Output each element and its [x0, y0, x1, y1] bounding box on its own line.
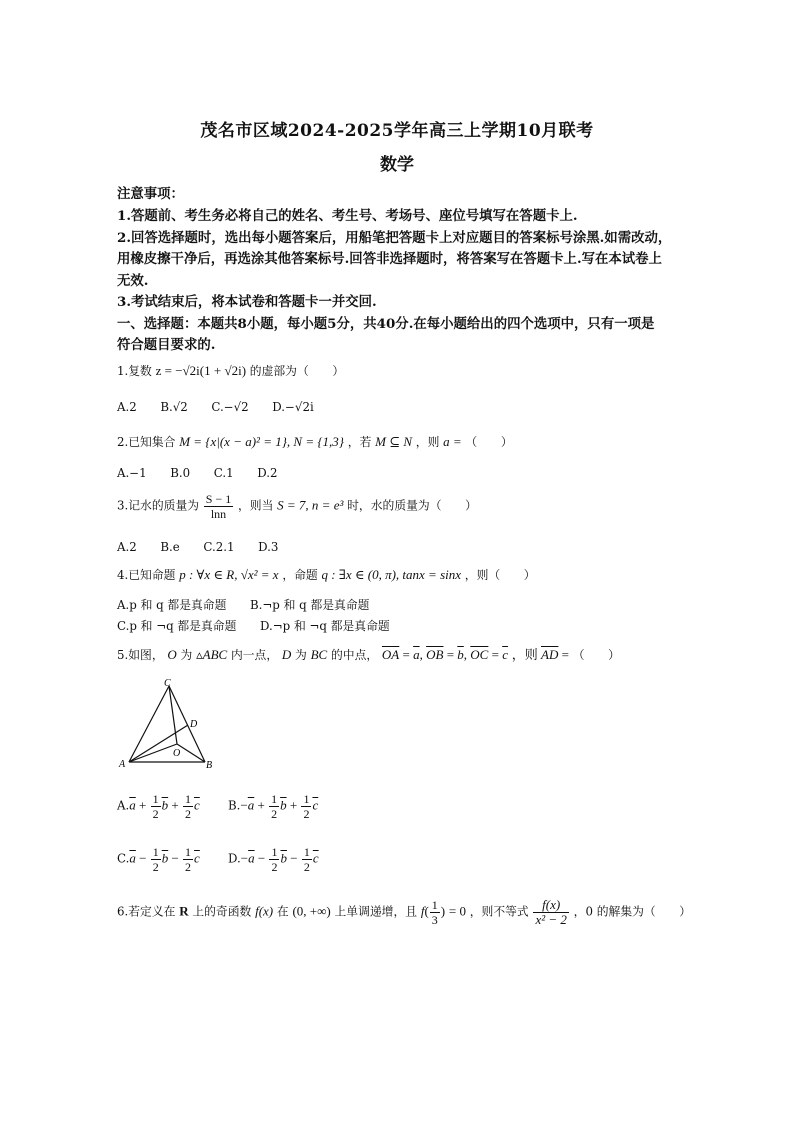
label-a: A [119, 759, 126, 770]
q6-suffix: ，0 的解集为（ ） [573, 904, 692, 919]
q5-vec-ob: $\overline{OB}$ [426, 647, 444, 662]
q4-prefix: 4.已知命题 [117, 568, 176, 582]
q2-formula-2: M ⊆ N [375, 434, 413, 449]
notes-item-2-line-1: 2.回答选择题时，选出每小题答案后，用船笔把答题卡上对应题目的答案标号涂黑.如需改动， [117, 230, 672, 246]
q2-mid-2: ，则 [415, 435, 440, 449]
q5-opt-c-frac-1 [151, 845, 161, 874]
num: 1 [303, 845, 310, 859]
q3-fraction-denominator: lnn [210, 507, 227, 521]
num: f(x) [533, 898, 568, 913]
q5-opt-c-vec-c: $\overline{c}$ [194, 850, 200, 866]
num: 1 [431, 898, 438, 912]
den: 2 [271, 860, 278, 874]
question-2-options: A.−1 B.0 C.1 D.2 [117, 466, 278, 480]
q6-equals-zero: = 0 [448, 903, 466, 919]
q5-opt-c-vec-b: $\overline{b}$ [161, 850, 169, 866]
q5-point-o: O [167, 647, 177, 662]
q5-opt-d-vec-c: $\overline{c}$ [312, 850, 319, 866]
question-3-stem [117, 492, 477, 521]
q6-inequality-fraction [533, 898, 568, 927]
den: 2 [152, 860, 159, 874]
q5-opt-b-label: B. [228, 798, 241, 813]
den: x² − 2 [535, 912, 567, 927]
q3-mid: ，则当 [238, 498, 274, 513]
q5-point-d: D [281, 647, 292, 662]
q5-prefix: 5.如图， [117, 648, 164, 662]
question-2-stem [117, 433, 513, 450]
q5-opt-b-vec-c: $\overline{c}$ [312, 797, 319, 813]
q3-suffix: 时，水的质量为（ ） [347, 498, 477, 513]
question-5-option-b: $B.-\overline{a}$ + $\frac{1}{2}$ $\overline{b}$ + $\frac{1}{2}$ $\overline{c}$ [228, 792, 319, 821]
q5-triangle: ▵ABC [196, 647, 228, 662]
q5-opt-d-vec-a: $\overline{a}$ [248, 850, 255, 866]
question-4-option-a: A.p 和 q 都是真命题 [117, 598, 227, 612]
q6-function: f(x) [255, 903, 274, 919]
q5-opt-a-vec-b: $\overline{b}$ [161, 797, 169, 813]
q5-opt-a-label: A. [117, 798, 130, 813]
q2-mid: ，若 [347, 435, 372, 449]
notes-item-2-line-3: 无效. [117, 273, 149, 289]
q6-mid-4: ，则不等式 [469, 904, 529, 919]
q4-mid: ，命题 [282, 568, 318, 582]
q5-vec-c: $\overline{c}$ [502, 647, 508, 662]
den: 2 [303, 860, 310, 874]
notes-item-3: 3.考试结束后，将本试卷和答题卡一并交回. [117, 294, 377, 310]
q5-opt-a-vec-c: $\overline{c}$ [193, 797, 200, 813]
q5-vec-oa: $\overline{OA}$ [381, 647, 400, 662]
q2-prefix: 2.已知集合 [117, 435, 176, 449]
q6-interval: (0, +∞) [292, 903, 331, 919]
notes-item-2-line-2: 用橡皮擦干净后，再选涂其他答案标号.回答非选择题时，将答案写在答题卡上.写在本试卷上 [117, 251, 662, 267]
q5-mid-4: 的中点， [330, 648, 379, 662]
label-d: D [190, 719, 198, 730]
q6-mid-3: 上单调递增，且 [334, 904, 418, 919]
q5-mid-1: 为 [180, 648, 193, 662]
q5-opt-c-label: C. [117, 851, 130, 866]
question-5-option-c: $C.\overline{a}$ − $\frac{1}{2}$ $\overline{b}$ − $\frac{1}{2}$ $\overline{c}$ [117, 845, 200, 874]
q5-opt-b-vec-b: $\overline{b}$ [280, 797, 287, 813]
q5-vec-oc: $\overline{OC}$ [470, 647, 489, 662]
q5-opt-c-frac-2 [183, 845, 193, 874]
question-1-stem [117, 362, 344, 379]
label-o: O [173, 748, 181, 759]
question-5-option-d: $D.-\overline{a}$ − $\frac{1}{2}$ $\overline{b}$ − $\frac{1}{2}$ $\overline{c}$ [228, 845, 319, 874]
question-5-option-a: $A.\overline{a}$ + $\frac{1}{2}$ $\overline{b}$ + $\frac{1}{2}$ $\overline{c}$ [117, 792, 200, 821]
q5-vec-ad: $\overline{AD}$ [541, 647, 559, 662]
q6-mid-1: 上的奇函数 [192, 904, 252, 919]
q1-formula: z = −√2i(1 + √2i) [155, 363, 247, 378]
den: 2 [271, 807, 278, 821]
q5-triangle-figure [115, 676, 225, 772]
q6-fraction-one-third [430, 898, 440, 927]
exam-subject: 数学 [380, 155, 414, 175]
q5-mid-2: 内一点， [230, 648, 279, 662]
question-3-options: A.2 B.e C.2.1 D.3 [117, 540, 279, 554]
q4-suffix: ，则（ ） [464, 568, 536, 582]
exam-title: 茂名市区域2024-2025学年高三上学期10月联考 [200, 121, 594, 141]
label-c: C [164, 678, 171, 689]
q2-formula-3: a = [443, 434, 462, 449]
q3-fraction-numerator: S − 1 [205, 492, 232, 506]
question-4-stem [117, 566, 536, 583]
den: 2 [184, 807, 191, 821]
q5-opt-a-vec-a: $\overline{a}$ [129, 797, 136, 813]
num: 1 [303, 792, 310, 806]
q5-opt-a-frac-1 [151, 792, 161, 821]
q5-segment-bc: BC [310, 647, 328, 662]
label-b: B [206, 760, 213, 771]
q1-prefix: 1.复数 [117, 364, 152, 378]
q5-opt-b-vec-a: $\overline{a}$ [247, 797, 255, 813]
q5-opt-c-vec-a: $\overline{a}$ [129, 850, 136, 866]
edge-ac [129, 686, 169, 762]
q3-formula: S = 7, n = e³ [277, 497, 344, 513]
section1-line-2: 符合题目要求的. [117, 337, 216, 353]
q5-vec-b: $\overline{b}$ [457, 647, 464, 662]
q5-opt-b-frac-1 [269, 792, 279, 821]
question-4-option-c: C.p 和 ¬q 都是真命题 [117, 619, 237, 633]
q5-opt-d-label: D. [228, 851, 241, 866]
num: 1 [185, 845, 192, 859]
question-4-option-b: B.¬p 和 q 都是真命题 [250, 598, 370, 612]
den: 2 [185, 860, 192, 874]
den: 3 [431, 913, 438, 927]
q3-fraction [204, 492, 233, 521]
num: 1 [152, 845, 159, 859]
q5-opt-d-vec-b: $\overline{b}$ [280, 850, 287, 866]
den: 2 [303, 807, 310, 821]
num: 1 [271, 845, 278, 859]
den: 2 [152, 807, 159, 821]
q2-suffix: （ ） [465, 435, 513, 449]
q4-formula-p: p : ∀x ∈ R, √x² = x [179, 567, 279, 582]
q6-prefix: 6.若定义在 [117, 904, 176, 919]
q6-mid-2: 在 [276, 904, 289, 919]
question-6-stem: 6.若定义在 R 上的奇函数 f(x) 在 (0, +∞) 上单调递增，且 f( $\frac{1}{3}$ ) = 0 ，则不等式 $\frac{f(x)}{\text{x² − 2}}$ ，0 的解集为（ ） [117, 897, 692, 927]
q5-suffix: （ ） [572, 648, 620, 662]
num: 1 [184, 792, 191, 806]
question-1-options: A.2 B.√2 C.−√2 D.−√2i [117, 400, 314, 414]
q4-formula-q: q : ∃x ∈ (0, π), tanx = sinx [321, 567, 462, 582]
notes-heading: 注意事项： [117, 186, 184, 202]
q5-opt-d-frac-1 [269, 845, 279, 874]
q5-opt-b-frac-2 [301, 792, 311, 821]
question-4-option-d: D.¬p 和 ¬q 都是真命题 [260, 619, 390, 633]
q3-prefix: 3.记水的质量为 [117, 498, 200, 513]
q5-opt-a-frac-2 [183, 792, 193, 821]
q5-mid-3: 为 [295, 648, 307, 662]
q1-suffix: 的虚部为（ ） [249, 364, 345, 378]
section1-line-1: 一、选择题：本题共8小题，每小题5分，共40分.在每小题给出的四个选项中，只有一项是 [117, 316, 655, 332]
q6-real-set: R [179, 903, 189, 919]
q6-f: f [420, 903, 425, 919]
q2-formula: M = {x|(x − a)² = 1}, N = {1,3} [179, 434, 345, 449]
q5-opt-d-frac-2 [302, 845, 312, 874]
q5-vec-a: $\overline{a}$ [413, 647, 420, 662]
num: 1 [271, 792, 278, 806]
question-5-stem: 5.如图， O 为 ▵ABC 内一点， D 为 BC 的中点， $\overline{OA} = \overline{a}$, $\overline{OB} = \overline{b}$, $\overline{OC} = \overline{c}$ ，则 $\overline{AD}$ = （ ） [117, 647, 620, 662]
num: 1 [152, 792, 159, 806]
notes-item-1: 1.答题前、考生务必将自己的姓名、考生号、考场号、座位号填写在答题卡上. [117, 208, 578, 224]
